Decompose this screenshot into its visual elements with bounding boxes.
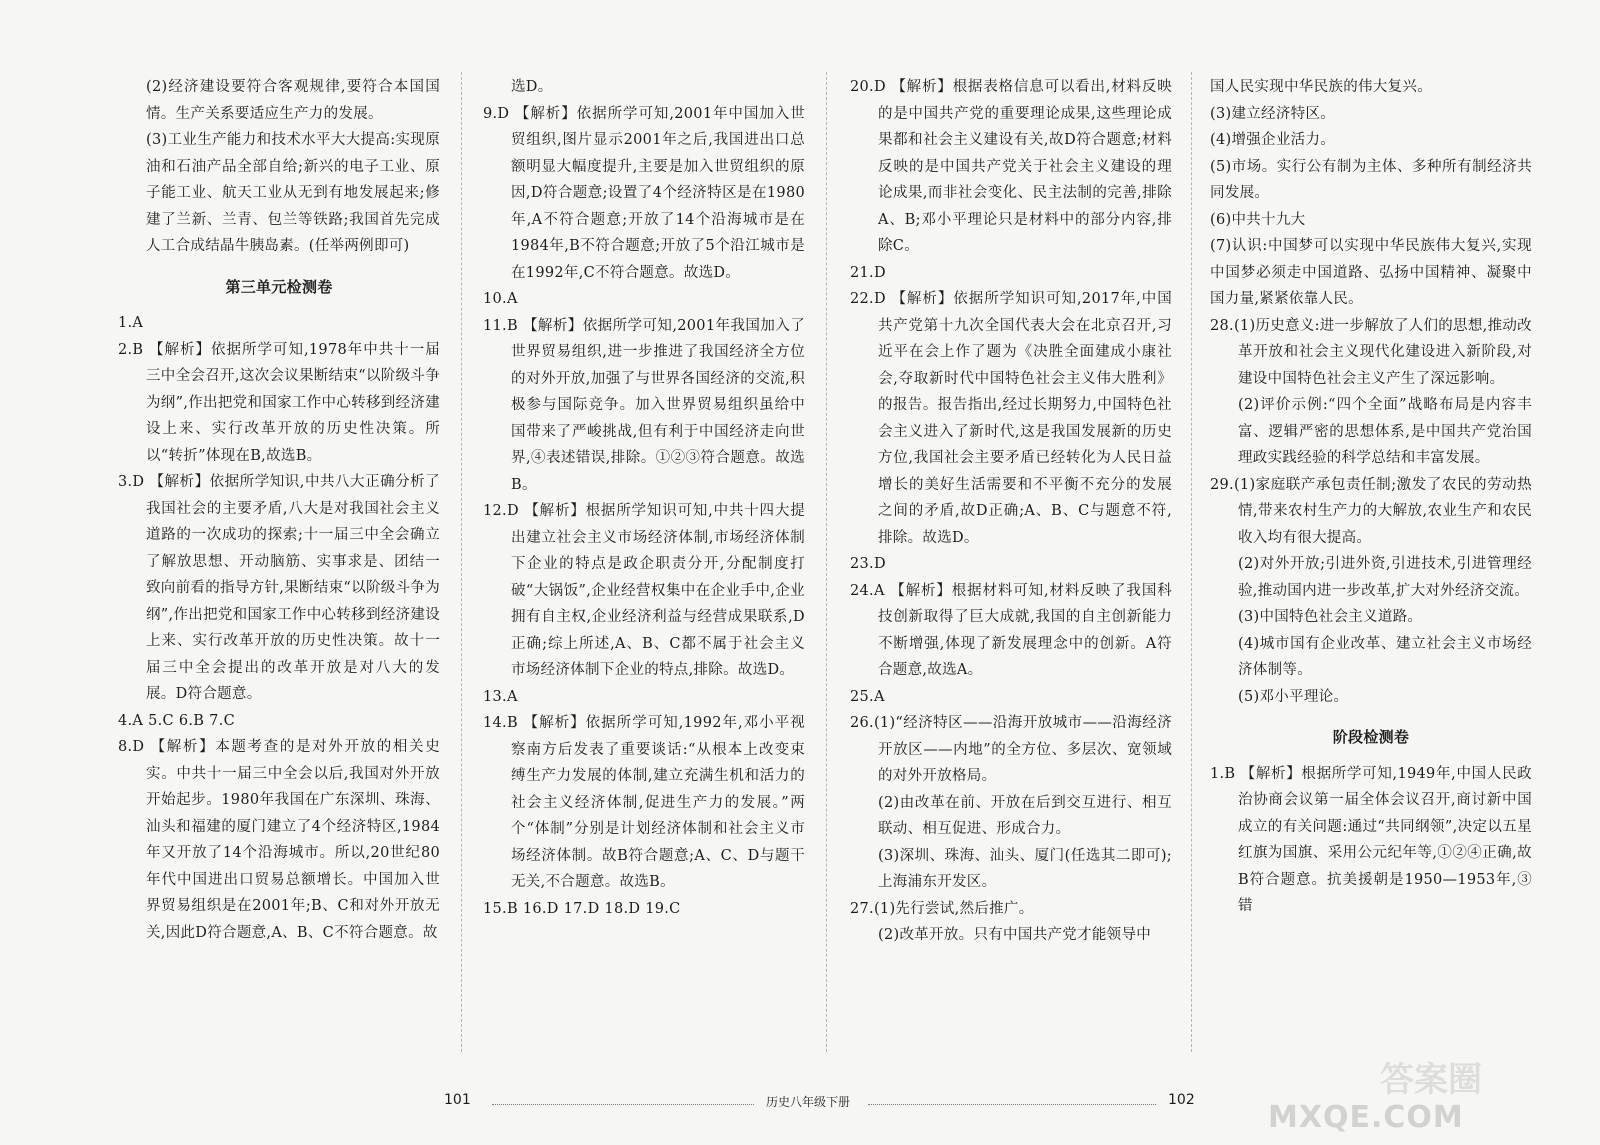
answer-item: 8.D 【解析】本题考查的是对外开放的相关史实。中共十一届三中全会以后,我国对外开放开始起步。1980年我国在广东深圳、珠海、汕头和福建的厦门建立了4个经济特区,1984年又开放了14个沿海城市。所以,20世纪80年代中国进出口贸易总额增长。中国加入世界贸易组织是在2001年;B、C和对外开放无关,因此D符合题意,A、B、C不符合题意。故: [118, 739, 440, 941]
answer-item: 10.A: [483, 291, 518, 307]
answer-item: 国人民实现中华民族的伟大复兴。: [1210, 79, 1432, 95]
answer-item: 28.(1)历史意义:进一步解放了人们的思想,推动改革开放和社会主义现代化建设进入新阶段,对建设中国特色社会主义产生了深远影响。: [1210, 317, 1532, 387]
watermark-text: MXQE.COM: [1268, 1100, 1464, 1135]
answer-item: (3)中国特色社会主义道路。: [1238, 609, 1423, 625]
answer-item: 29.(1)家庭联产承包责任制;激发了农民的劳动热情,带来农村生产力的大解放,农业生产和农民收入均有很大提高。: [1210, 476, 1532, 546]
section-title: 第三单元检测卷: [225, 277, 333, 296]
paragraph: (2)经济建设要符合客观规律,要符合本国国情。生产关系要适应生产力的发展。: [146, 79, 440, 122]
answer-item: 2.B 【解析】依据所学可知,1978年中共十一届三中全会召开,这次会议果断结束“以阶级斗争为纲”,作出把党和国家工作中心转移到经济建设上来、实行改革开放的历史性决策。所以“转折”体现在B,故选B。: [118, 341, 440, 464]
answer-item: (2)由改革在前、开放在后到交互进行、相互联动、相互促进、形成合力。: [878, 794, 1172, 837]
answer-item: 22.D 【解析】依据所学知识可知,2017年,中国共产党第十九次全国代表大会在北京召开,习近平在会上作了题为《决胜全面建成小康社会,夺取新时代中国特色社会主义伟大胜利》的报告。报告指出,经过长期努力,中国特色社会主义进入了新时代,这是我国发展新的历史方位,我国社会主要矛盾已经转化为人民日益增长的美好生活需要和不平衡不充分的发展之间的矛盾,故D正确;A、B、C与题意不符,排除。故选D。: [850, 291, 1172, 546]
answer-item: 24.A 【解析】根据材料可知,材料反映了我国科技创新取得了巨大成就,我国的自主创新能力不断增强,体现了新发展理念中的创新。A符合题意,故选A。: [850, 582, 1172, 678]
answer-item: (6)中共十九大: [1210, 211, 1306, 228]
answer-item: 15.B 16.D 17.D 18.D 19.C: [483, 900, 681, 917]
footer-title: 历史八年级下册: [766, 1095, 851, 1109]
column-4: [1210, 74, 1532, 920]
answer-item: 3.D 【解析】依据所学知识,中共八大正确分析了我国社会的主要矛盾,八大是对我国社会主义道路的一次成功的探索;十一届三中全会确立了解放思想、开动脑筋、实事求是、团结一致向前看的指导方针,果断结束“以阶级斗争为纲”,作出把党和国家工作中心转移到经济建设上来、实行改革开放的历史性决策。故十一届三中全会提出的改革开放是对八大的发展。D符合题意。: [118, 474, 440, 702]
answer-item: 1.A: [118, 315, 144, 331]
column-3: [850, 74, 1172, 949]
answer-item: 23.D: [850, 556, 886, 572]
page-number-right: 102: [1168, 1092, 1195, 1108]
answer-item: 26.(1)“经济特区——沿海开放城市——沿海经济开放区——内地”的全方位、多层次、宽领域的对外开放格局。: [850, 715, 1172, 784]
section-title: 阶段检测卷: [1332, 728, 1410, 746]
answer-item: 13.A: [483, 688, 518, 705]
column-2: [483, 74, 805, 922]
answer-item: (2)改革开放。只有中国共产党才能领导中: [878, 927, 1152, 943]
answer-item: 1.B 【解析】根据所学可知,1949年,中国人民政治协商会议第一届全体会议召开,商讨新中国成立的有关问题:通过“共同纲领”,决定以五星红旗为国旗、采用公元纪年等,①②④正确,故B符合题意。抗美援朝是1950—1953年,③错: [1210, 765, 1532, 914]
footer-rule: [868, 1104, 1156, 1105]
answer-item: 14.B 【解析】依据所学可知,1992年,邓小平视察南方后发表了重要谈话:“从根本上改变束缚生产力发展的体制,建立充满生机和活力的社会主义经济体制,促进生产力的发展。”两个“体制”分别是计划经济体制和社会主义市场经济体制。故B符合题意;A、C、D与题干无关,不合题意。故选B。: [483, 715, 805, 890]
answer-item: 12.D 【解析】根据所学知识可知,中共十四大提出建立社会主义市场经济体制,市场经济体制下企业的特点是政企职责分开,分配制度打破“大锅饭”,企业经营权集中在企业手中,企业拥有自主权,企业经济利益与经营成果联系,D正确;综上所述,A、B、C都不属于社会主义市场经济体制下企业的特点,排除。故选D。: [483, 503, 805, 678]
answer-item: (5)邓小平理论。: [1238, 688, 1349, 705]
column-divider: [826, 72, 827, 1052]
answer-item: (2)评价示例:“四个全面”战略布局是内容丰富、逻辑严密的思想体系,是中国共产党治国理政实践经验的科学总结和丰富发展。: [1238, 397, 1532, 466]
answer-item: 20.D 【解析】根据表格信息可以看出,材料反映的是中国共产党的重要理论成果,这些理论成果都和社会主义建设有关,故D符合题意;材料反映的是中国共产党关于社会主义建设的理论成果,而非社会变化、民主法制的完善,排除A、B;邓小平理论只是材料中的部分内容,排除C。: [850, 79, 1172, 254]
page-number-left: 101: [444, 1092, 471, 1108]
answer-item: (2)对外开放;引进外资,引进技术,引进管理经验,推动国内进一步改革,扩大对外经济交流。: [1238, 556, 1532, 599]
answer-item: 21.D: [850, 264, 886, 281]
answer-item: (7)认识:中国梦可以实现中华民族伟大复兴,实现中国梦必须走中国道路、弘扬中国精神、凝聚中国力量,紧紧依靠人民。: [1210, 238, 1532, 307]
paragraph: (3)工业生产能力和技术水平大大提高:实现原油和石油产品全部自给;新兴的电子工业、原子能工业、航天工业从无到有地发展起来;修建了兰新、兰青、包兰等铁路;我国首先完成人工合成结晶牛胰岛素。(任举两例即可): [146, 132, 440, 254]
answer-item: 4.A 5.C 6.B 7.C: [118, 712, 235, 729]
answer-item: (3)深圳、珠海、汕头、厦门(任选其二即可);上海浦东开发区。: [878, 847, 1172, 890]
answer-item: 27.(1)先行尝试,然后推广。: [850, 900, 1034, 917]
watermark-logo: 答案圈: [1380, 1060, 1482, 1100]
column-1: [118, 74, 440, 946]
answer-item: 11.B 【解析】依据所学可知,2001年我国加入了世界贸易组织,进一步推进了我国经济全方位的对外开放,加强了与世界各国经济的交流,积极参与国际竞争。加入世界贸易组织虽给中国带来了严峻挑战,但有利于中国经济走向世界,④表述错误,排除。①②③符合题意。故选B。: [483, 317, 805, 493]
answer-item: 25.A: [850, 688, 885, 705]
answer-item: (4)增强企业活力。: [1210, 132, 1336, 148]
answer-item: 选D。: [511, 79, 553, 95]
answer-item: (4)城市国有企业改革、建立社会主义市场经济体制等。: [1238, 635, 1532, 678]
answer-item: 9.D 【解析】依据所学可知,2001年中国加入世贸组织,图片显示2001年之后,我国进出口总额明显大幅度提升,主要是加入世贸组织的原因,D符合题意;设置了4个经济特区是在1980年,A不符合题意;开放了14个沿海城市是在1984年,B不符合题意;开放了5个沿江城市是在1992年,C不符合题意。故选D。: [483, 105, 805, 281]
answer-item: (3)建立经济特区。: [1210, 105, 1336, 122]
footer-rule: [492, 1104, 754, 1105]
column-divider: [1191, 72, 1192, 1052]
column-divider: [461, 72, 462, 1052]
answer-item: (5)市场。实行公有制为主体、多种所有制经济共同发展。: [1210, 158, 1532, 201]
